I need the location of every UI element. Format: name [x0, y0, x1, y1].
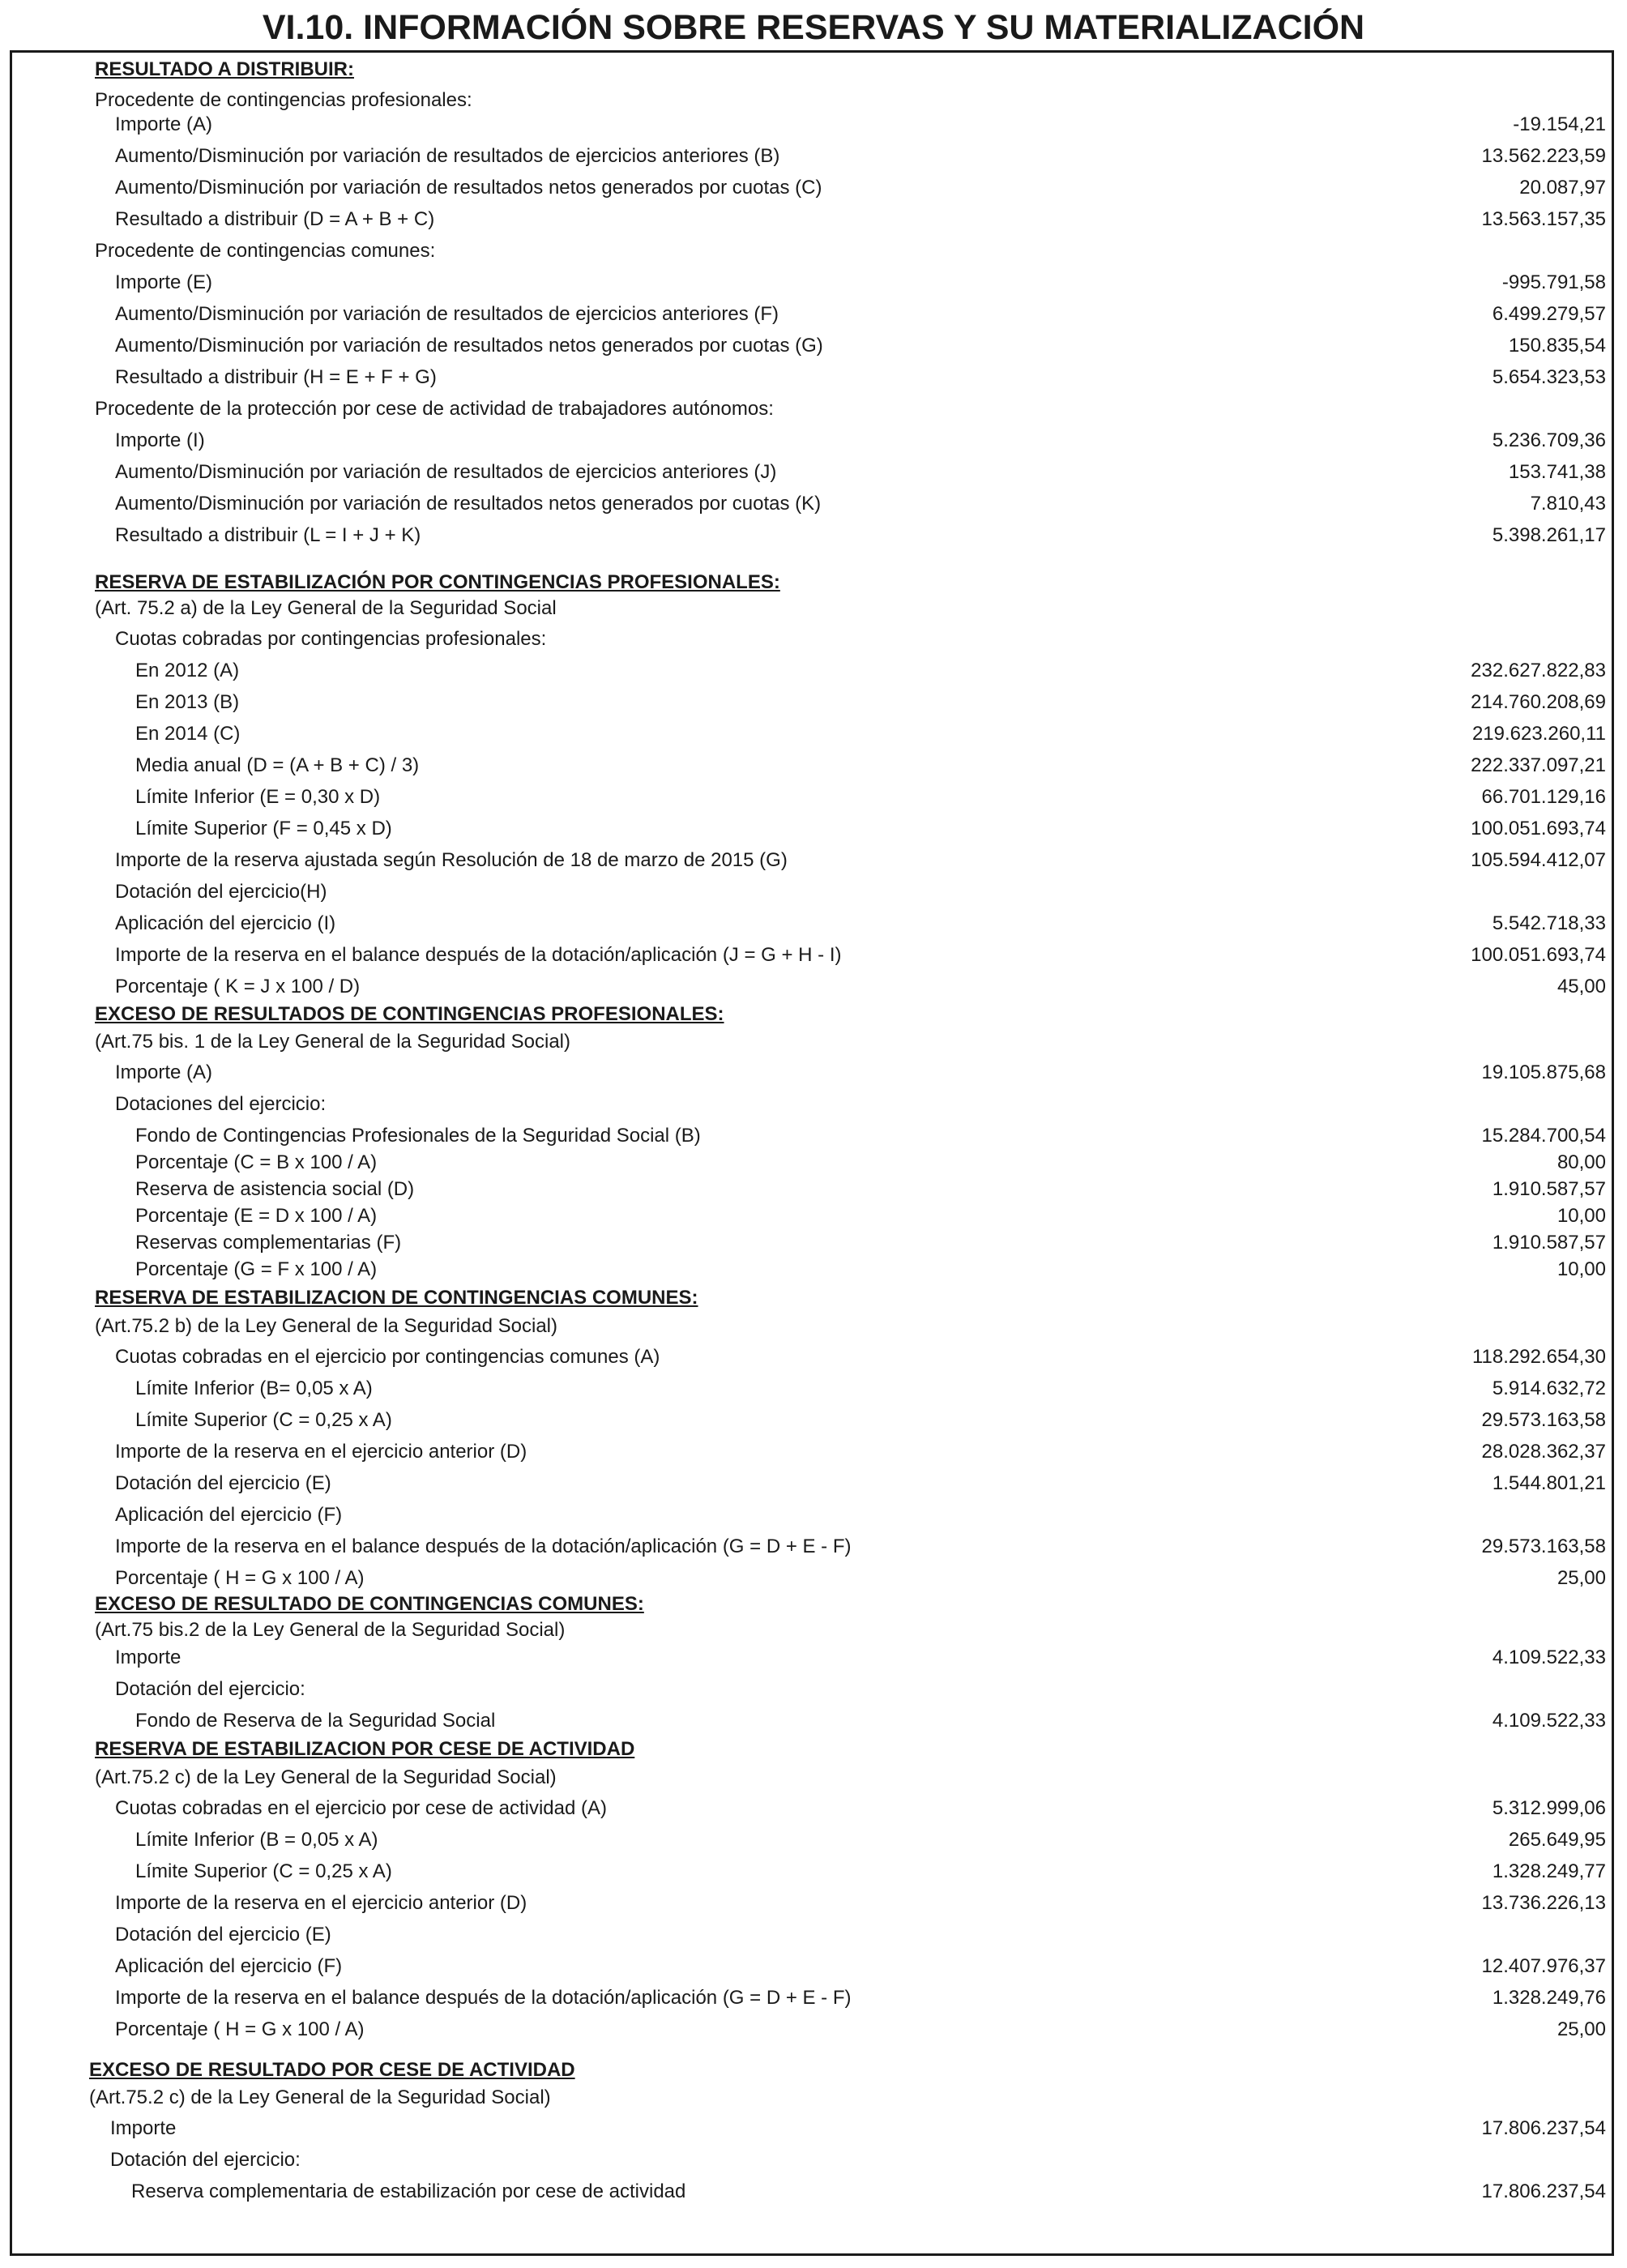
row-label: Dotación del ejercicio:	[110, 2149, 301, 2171]
row-value: 12.407.976,37	[1481, 1955, 1606, 1977]
report-row	[10, 1535, 1614, 1567]
report-row	[10, 628, 1614, 660]
row-label: Aumento/Disminución por variación de resultados netos generados por cuotas (C)	[115, 177, 822, 199]
report-row	[10, 1125, 1614, 1151]
report-row	[10, 1567, 1614, 1593]
row-value: 4.109.522,33	[1492, 1710, 1606, 1732]
report-row	[10, 691, 1614, 723]
row-label: Media anual (D = (A + B + C) / 3)	[135, 754, 420, 776]
report-row	[10, 493, 1614, 524]
report-row	[10, 335, 1614, 366]
row-label: Porcentaje (E = D x 100 / A)	[135, 1205, 378, 1227]
row-value: 214.760.208,69	[1471, 691, 1606, 713]
row-label: Procedente de contingencias profesionales:	[95, 89, 472, 111]
report-row	[10, 429, 1614, 461]
row-label: Porcentaje ( H = G x 100 / A)	[115, 1567, 365, 1589]
row-label: En 2014 (C)	[135, 723, 241, 745]
row-value: -995.791,58	[1501, 271, 1606, 293]
row-label: RESERVA DE ESTABILIZACIÓN POR CONTINGENCIAS PROFESIONALES:	[95, 571, 780, 593]
row-value: 5.398.261,17	[1492, 524, 1606, 546]
report-row	[10, 1987, 1614, 2018]
row-label: Importe de la reserva en el balance después de la dotación/aplicación (J = G + H - I)	[115, 944, 842, 966]
row-label: (Art.75.2 c) de la Ley General de la Seguridad Social)	[95, 1766, 557, 1788]
row-value: 15.284.700,54	[1481, 1125, 1606, 1147]
row-label: RESERVA DE ESTABILIZACION POR CESE DE ACTIVIDAD	[95, 1738, 635, 1760]
row-label: Cuotas cobradas en el ejercicio por cese de actividad (A)	[115, 1797, 607, 1819]
report-row	[10, 1093, 1614, 1125]
report-row	[10, 1710, 1614, 1738]
row-value: 1.910.587,57	[1492, 1232, 1606, 1254]
report-row	[10, 1797, 1614, 1829]
row-label: Porcentaje ( K = J x 100 / D)	[115, 976, 361, 997]
row-label: Límite Inferior (B = 0,05 x A)	[135, 1829, 378, 1851]
row-value: 7.810,43	[1530, 493, 1606, 515]
report-row	[10, 1232, 1614, 1258]
report-row	[10, 2180, 1614, 2212]
report-row	[10, 976, 1614, 1003]
row-label: Fondo de Reserva de la Seguridad Social	[135, 1710, 496, 1732]
row-value: 5.542.718,33	[1492, 912, 1606, 934]
row-value: 29.573.163,58	[1481, 1535, 1606, 1557]
report-row	[10, 1409, 1614, 1441]
row-label: En 2013 (B)	[135, 691, 240, 713]
section-heading	[10, 1738, 1614, 1766]
report-row	[10, 1619, 1614, 1647]
report-row	[10, 912, 1614, 944]
report-row	[10, 524, 1614, 571]
row-value: 219.623.260,11	[1471, 723, 1606, 745]
row-label: Porcentaje (G = F x 100 / A)	[135, 1258, 378, 1280]
row-value: 100.051.693,74	[1471, 944, 1606, 966]
row-label: Importe de la reserva ajustada según Resolución de 18 de marzo de 2015 (G)	[115, 849, 788, 871]
report-row	[10, 89, 1614, 113]
row-label: EXCESO DE RESULTADO DE CONTINGENCIAS COMUNES:	[95, 1593, 644, 1615]
row-label: Importe (E)	[115, 271, 213, 293]
report-row	[10, 1829, 1614, 1860]
report-row	[10, 177, 1614, 208]
row-label: Límite Inferior (B= 0,05 x A)	[135, 1377, 373, 1399]
row-label: Dotaciones del ejercicio:	[115, 1093, 327, 1115]
row-label: Importe (A)	[115, 113, 213, 135]
row-label: Reserva de asistencia social (D)	[135, 1178, 415, 1200]
report-row	[10, 113, 1614, 145]
section-heading	[10, 1003, 1614, 1031]
row-value: 45,00	[1557, 976, 1606, 997]
row-label: Resultado a distribuir (H = E + F + G)	[115, 366, 437, 388]
row-value: 265.649,95	[1508, 1829, 1606, 1851]
report-row	[10, 1031, 1614, 1061]
report-row	[10, 786, 1614, 818]
row-label: Procedente de contingencias comunes:	[95, 240, 436, 262]
row-label: RESERVA DE ESTABILIZACION DE CONTINGENCIAS COMUNES:	[95, 1287, 698, 1309]
row-value: 118.292.654,30	[1471, 1346, 1606, 1368]
report-row	[10, 1178, 1614, 1205]
report-row	[10, 1924, 1614, 1955]
report-row	[10, 1472, 1614, 1504]
row-value: 232.627.822,83	[1471, 660, 1606, 681]
report-row	[10, 723, 1614, 754]
row-value: 17.806.237,54	[1481, 2117, 1606, 2139]
row-value: 105.594.412,07	[1471, 849, 1606, 871]
row-value: 10,00	[1557, 1205, 1606, 1227]
row-label: Límite Superior (C = 0,25 x A)	[135, 1409, 392, 1431]
row-label: Importe de la reserva en el balance después de la dotación/aplicación (G = D + E - F)	[115, 1987, 852, 2009]
row-value: 6.499.279,57	[1492, 303, 1606, 325]
row-label: Reserva complementaria de estabilización por cese de actividad	[131, 2180, 686, 2202]
row-value: 10,00	[1557, 1258, 1606, 1280]
row-label: Importe (I)	[115, 429, 205, 451]
report-row	[10, 1315, 1614, 1346]
section-heading	[10, 58, 1614, 89]
report-row	[10, 1151, 1614, 1178]
row-label: Aplicación del ejercicio (I)	[115, 912, 336, 934]
row-value: 5.654.323,53	[1492, 366, 1606, 388]
row-label: (Art.75.2 b) de la Ley General de la Seguridad Social)	[95, 1315, 557, 1337]
row-label: En 2012 (A)	[135, 660, 240, 681]
row-value: 153.741,38	[1508, 461, 1606, 483]
page-title: VI.10. INFORMACIÓN SOBRE RESERVAS Y SU MATERIALIZACIÓN	[262, 8, 1365, 47]
row-label: Aplicación del ejercicio (F)	[115, 1504, 343, 1526]
row-value: 1.544.801,21	[1492, 1472, 1606, 1494]
row-label: Importe (A)	[115, 1061, 213, 1083]
row-value: 1.328.249,76	[1492, 1987, 1606, 2009]
row-value: 13.562.223,59	[1481, 145, 1606, 167]
report-row	[10, 1346, 1614, 1377]
row-value: 1.328.249,77	[1492, 1860, 1606, 1882]
report-row	[10, 303, 1614, 335]
row-value: 5.236.709,36	[1492, 429, 1606, 451]
report-row	[10, 2086, 1614, 2117]
report-row	[10, 818, 1614, 849]
report-body	[10, 58, 1614, 2246]
row-value: 222.337.097,21	[1471, 754, 1606, 776]
row-label: Aumento/Disminución por variación de resultados de ejercicios anteriores (B)	[115, 145, 780, 167]
row-label: (Art. 75.2 a) de la Ley General de la Seguridad Social	[95, 597, 557, 619]
report-row	[10, 1377, 1614, 1409]
section-heading	[10, 571, 1614, 597]
row-label: Límite Superior (C = 0,25 x A)	[135, 1860, 392, 1882]
report-row	[10, 2149, 1614, 2180]
report-row	[10, 398, 1614, 429]
row-value: 13.563.157,35	[1481, 208, 1606, 230]
report-row	[10, 366, 1614, 398]
row-value: 25,00	[1557, 2018, 1606, 2040]
row-value: 19.105.875,68	[1481, 1061, 1606, 1083]
row-value: 80,00	[1557, 1151, 1606, 1173]
report-row	[10, 145, 1614, 177]
row-value: 20.087,97	[1519, 177, 1606, 199]
report-row	[10, 1766, 1614, 1797]
row-label: Procedente de la protección por cese de actividad de trabajadores autónomos:	[95, 398, 774, 420]
report-row	[10, 1061, 1614, 1093]
report-row	[10, 461, 1614, 493]
report-row	[10, 1441, 1614, 1472]
row-label: Aumento/Disminución por variación de resultados de ejercicios anteriores (J)	[115, 461, 777, 483]
row-label: EXCESO DE RESULTADO POR CESE DE ACTIVIDAD	[89, 2059, 575, 2081]
row-label: Aplicación del ejercicio (F)	[115, 1955, 343, 1977]
report-row	[10, 849, 1614, 881]
row-label: Importe de la reserva en el balance después de la dotación/aplicación (G = D + E - F)	[115, 1535, 852, 1557]
row-value: 13.736.226,13	[1481, 1892, 1606, 1914]
row-label: EXCESO DE RESULTADOS DE CONTINGENCIAS PROFESIONALES:	[95, 1003, 724, 1025]
row-label: Aumento/Disminución por variación de resultados de ejercicios anteriores (F)	[115, 303, 779, 325]
report-row	[10, 944, 1614, 976]
row-label: Cuotas cobradas en el ejercicio por contingencias comunes (A)	[115, 1346, 660, 1368]
report-row	[10, 1258, 1614, 1287]
report-row	[10, 597, 1614, 628]
section-heading	[10, 2059, 1614, 2086]
row-value: 4.109.522,33	[1492, 1647, 1606, 1668]
row-label: (Art.75.2 c) de la Ley General de la Seguridad Social)	[89, 2086, 551, 2108]
row-value: -19.154,21	[1513, 113, 1606, 135]
report-row	[10, 208, 1614, 240]
row-label: Resultado a distribuir (D = A + B + C)	[115, 208, 435, 230]
row-label: Importe	[110, 2117, 177, 2139]
row-label: Dotación del ejercicio (E)	[115, 1924, 331, 1946]
row-label: Dotación del ejercicio (E)	[115, 1472, 331, 1494]
report-row	[10, 660, 1614, 691]
row-label: Resultado a distribuir (L = I + J + K)	[115, 524, 421, 546]
row-value: 25,00	[1557, 1567, 1606, 1589]
row-label: Importe de la reserva en el ejercicio anterior (D)	[115, 1892, 527, 1914]
row-label: (Art.75 bis.2 de la Ley General de la Seguridad Social)	[95, 1619, 566, 1641]
row-label: RESULTADO A DISTRIBUIR:	[95, 58, 354, 80]
row-label: Dotación del ejercicio:	[115, 1678, 305, 1700]
row-value: 66.701.129,16	[1481, 786, 1606, 808]
report-row	[10, 881, 1614, 912]
row-value: 28.028.362,37	[1481, 1441, 1606, 1463]
row-label: Aumento/Disminución por variación de resultados netos generados por cuotas (K)	[115, 493, 822, 515]
row-value: 29.573.163,58	[1481, 1409, 1606, 1431]
row-label: Porcentaje ( H = G x 100 / A)	[115, 2018, 365, 2040]
row-value: 1.910.587,57	[1492, 1178, 1606, 1200]
report-row	[10, 1860, 1614, 1892]
report-row	[10, 1678, 1614, 1710]
row-label: Aumento/Disminución por variación de resultados netos generados por cuotas (G)	[115, 335, 823, 357]
row-label: Dotación del ejercicio(H)	[115, 881, 327, 903]
report-row	[10, 1955, 1614, 1987]
report-row	[10, 2117, 1614, 2149]
row-label: Cuotas cobradas por contingencias profesionales:	[115, 628, 547, 650]
row-value: 5.312.999,06	[1492, 1797, 1606, 1819]
row-label: Fondo de Contingencias Profesionales de la Seguridad Social (B)	[135, 1125, 701, 1147]
section-heading	[10, 1593, 1614, 1619]
row-value: 17.806.237,54	[1481, 2180, 1606, 2202]
row-label: Límite Superior (F = 0,45 x D)	[135, 818, 392, 839]
row-label: Importe de la reserva en el ejercicio anterior (D)	[115, 1441, 527, 1463]
row-value: 100.051.693,74	[1471, 818, 1606, 839]
report-row	[10, 240, 1614, 271]
row-label: Porcentaje (C = B x 100 / A)	[135, 1151, 378, 1173]
report-row	[10, 1504, 1614, 1535]
row-label: Importe	[115, 1647, 181, 1668]
report-row	[10, 2018, 1614, 2059]
report-row	[10, 1205, 1614, 1232]
row-label: (Art.75 bis. 1 de la Ley General de la Seguridad Social)	[95, 1031, 571, 1053]
row-label: Reservas complementarias (F)	[135, 1232, 402, 1254]
row-value: 5.914.632,72	[1492, 1377, 1606, 1399]
row-value: 150.835,54	[1508, 335, 1606, 357]
section-heading	[10, 1287, 1614, 1315]
report-row	[10, 271, 1614, 303]
row-label: Límite Inferior (E = 0,30 x D)	[135, 786, 381, 808]
report-row	[10, 1647, 1614, 1678]
report-row	[10, 754, 1614, 786]
report-row	[10, 1892, 1614, 1924]
